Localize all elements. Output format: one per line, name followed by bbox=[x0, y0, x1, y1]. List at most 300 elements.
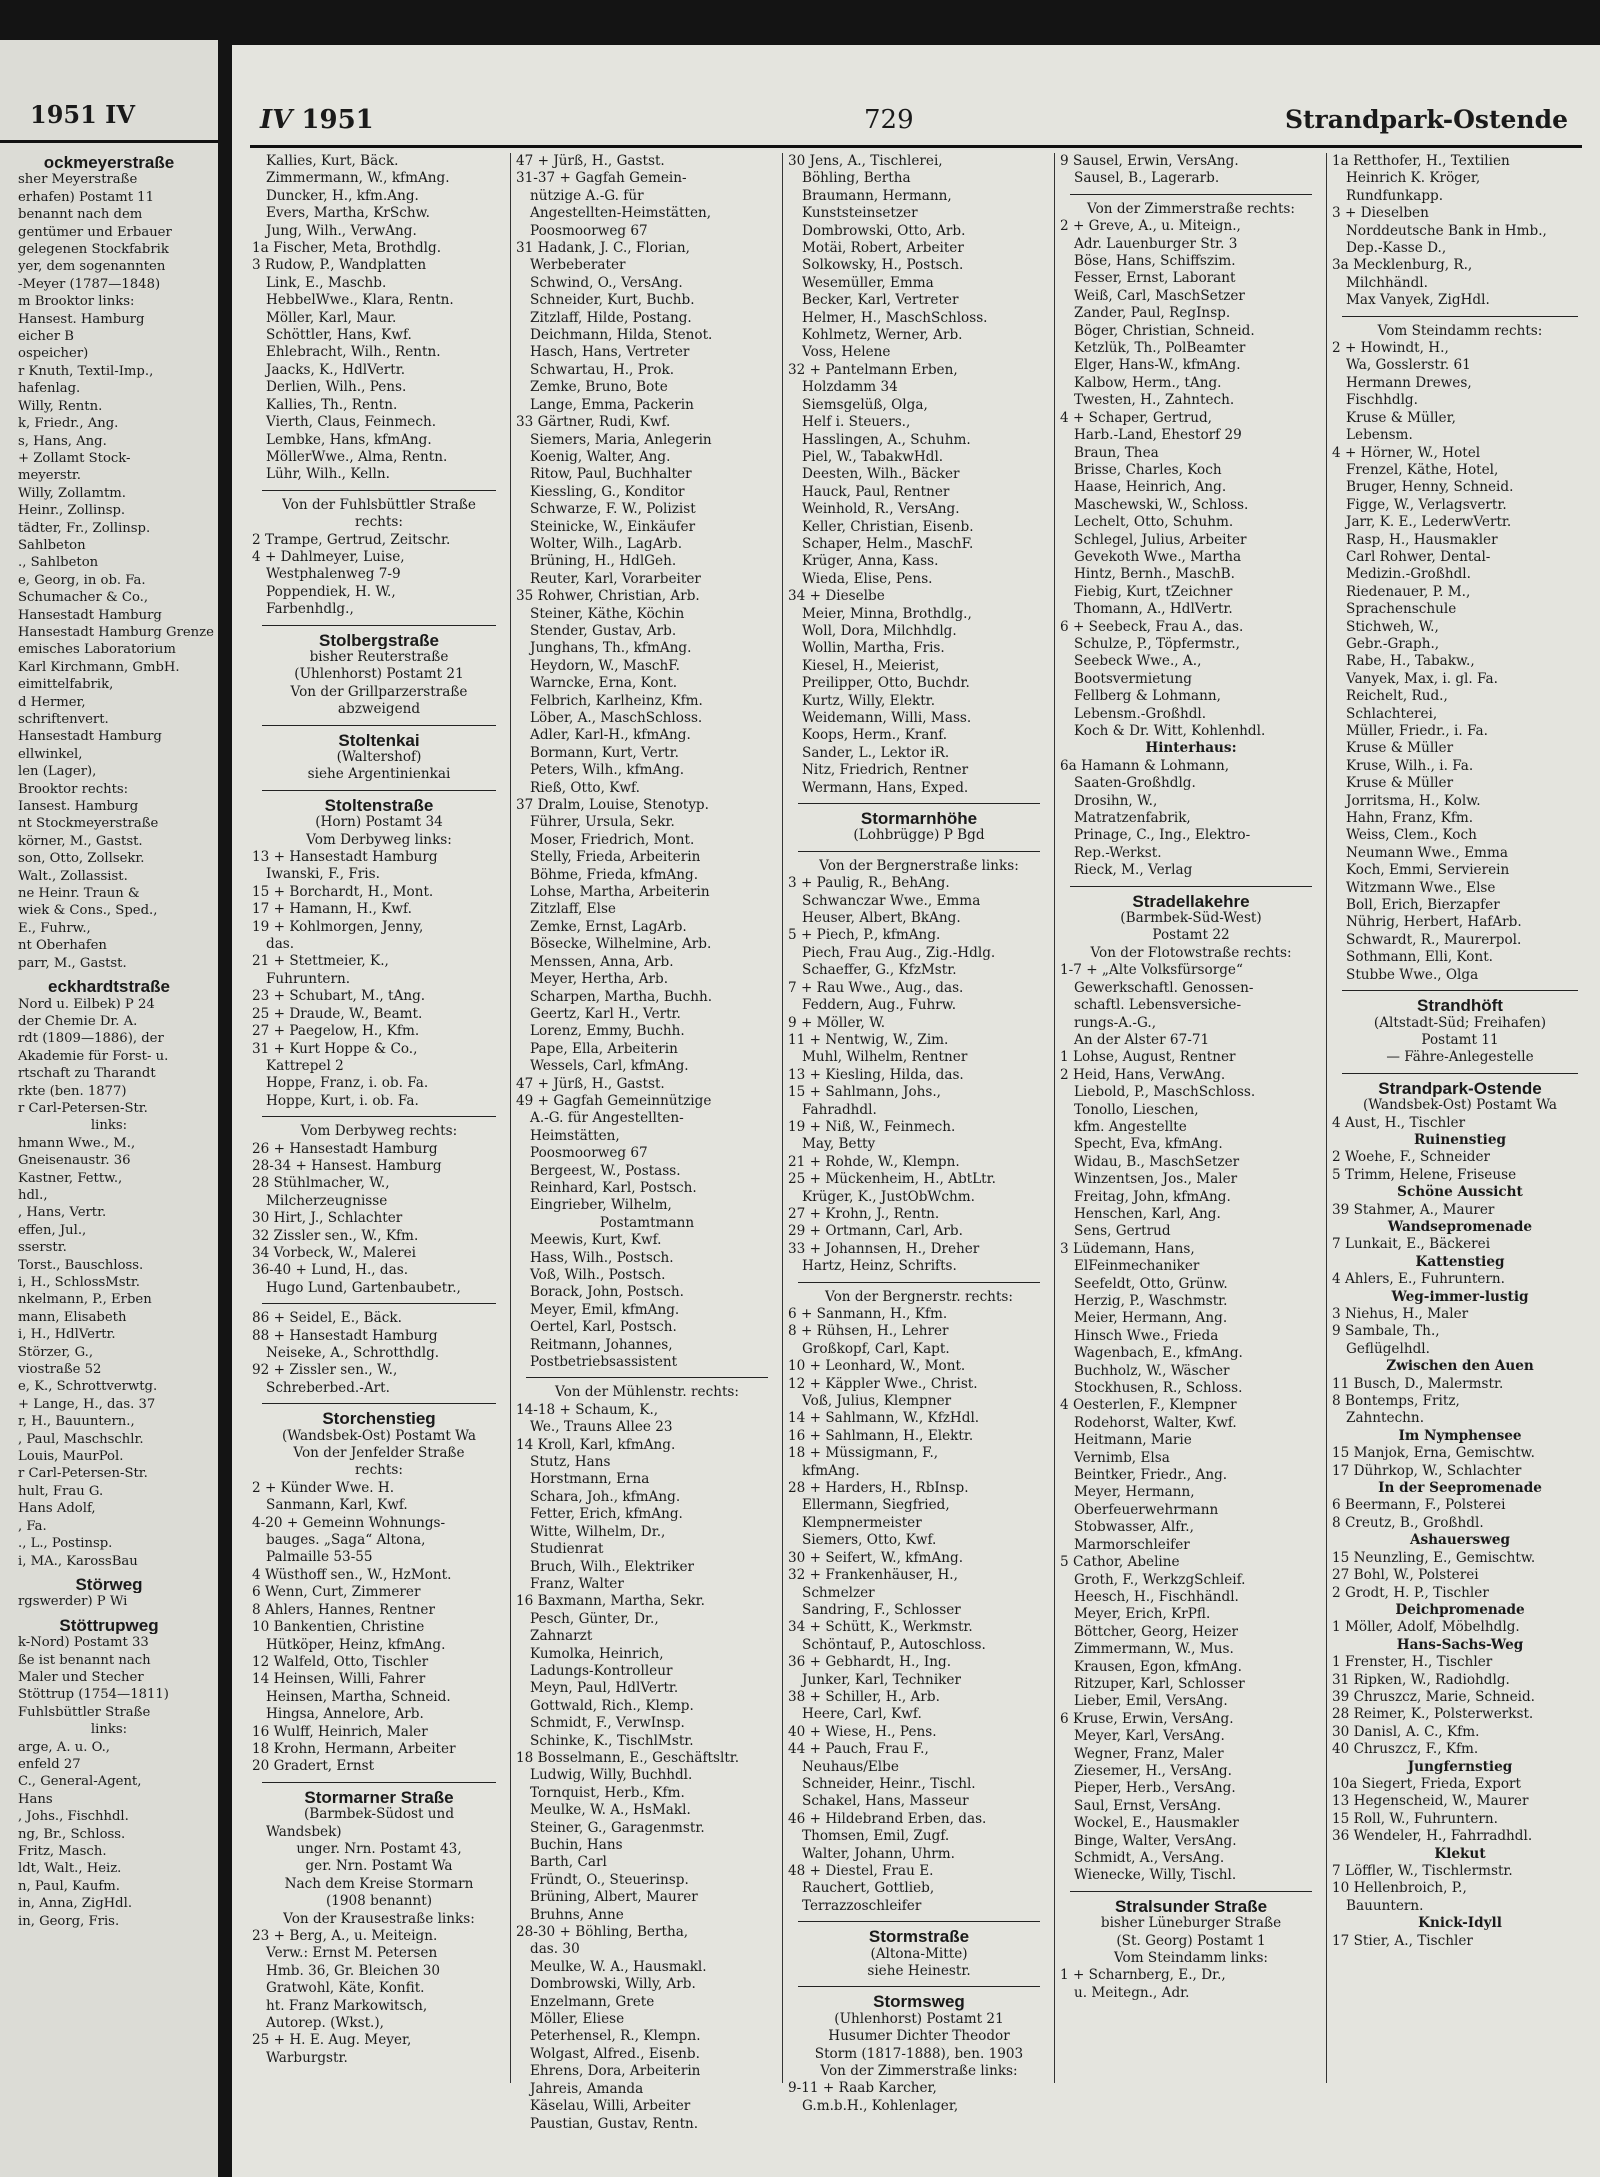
directory-entry: hult, Frau G. bbox=[18, 1483, 104, 1499]
directory-entry: Neuhaus/Elbe bbox=[802, 1758, 899, 1775]
directory-entry: 31 Ripken, W., Radiohdlg. bbox=[1332, 1671, 1510, 1688]
directory-entry: schriftenvert. bbox=[18, 712, 109, 727]
left-page-header: 1951 IV bbox=[30, 100, 135, 129]
directory-entry: 33 Gärtner, Rudi, Kwf. bbox=[516, 414, 671, 431]
directory-entry: Schreberbed.-Art. bbox=[266, 1379, 390, 1396]
directory-entry: 12 + Käppler Wwe., Christ. bbox=[788, 1375, 978, 1392]
directory-entry: 11 + Nentwig, W., Zim. bbox=[788, 1031, 949, 1048]
directory-entry: Preilipper, Otto, Buchdr. bbox=[802, 675, 970, 692]
directory-entry: Schmidt, A., VersAng. bbox=[1074, 1850, 1225, 1866]
directory-entry: 31 Hadank, J. C., Florian, bbox=[516, 240, 690, 257]
directory-entry: Schlegel, Julius, Arbeiter bbox=[1074, 531, 1247, 548]
directory-entry: Heesch, H., Fischhändl. bbox=[1074, 1588, 1239, 1605]
directory-entry: ., Sahlbeton bbox=[18, 555, 99, 571]
directory-entry: Jahreis, Amanda bbox=[530, 2080, 644, 2097]
street-info: Von der Bergnerstr. rechts: bbox=[825, 1288, 1013, 1305]
directory-entry: MöllerWwe., Alma, Rentn. bbox=[266, 448, 448, 465]
directory-entry: Gewerkschaftl. Genossen- bbox=[1074, 979, 1254, 996]
directory-entry: Borack, John, Postsch. bbox=[530, 1284, 684, 1301]
separator bbox=[1070, 886, 1312, 887]
directory-entry: Brooktor rechts: bbox=[18, 781, 129, 797]
street-info: links: bbox=[90, 1722, 128, 1738]
directory-entry: , Johs., Fischhdl. bbox=[18, 1809, 129, 1825]
directory-entry: ., L., Postinsp. bbox=[18, 1536, 113, 1552]
street-info: (Uhlenhorst) Postamt 21 bbox=[294, 666, 464, 683]
directory-entry: i, H., HdlVertr. bbox=[18, 1327, 116, 1343]
street-info: Nach dem Kreise Stormarn bbox=[284, 1875, 474, 1892]
directory-entry: Brisse, Charles, Koch bbox=[1074, 461, 1222, 478]
directory-entry: Matratzenfabrik, bbox=[1074, 810, 1191, 827]
directory-entry: Fahradhdl. bbox=[802, 1101, 877, 1118]
directory-entry: 35 Rohwer, Christian, Arb. bbox=[516, 588, 700, 605]
directory-entry: Schneider, Heinr., Tischl. bbox=[802, 1775, 976, 1792]
directory-entry: Farbenhdlg., bbox=[266, 601, 354, 618]
directory-entry: Lieber, Emil, VersAng. bbox=[1074, 1693, 1228, 1710]
street-info: bisher Reuterstraße bbox=[309, 648, 449, 665]
directory-entry: Zimmermann, W., Mus. bbox=[1074, 1641, 1234, 1658]
directory-entry: kfmAng. bbox=[802, 1462, 860, 1479]
directory-entry: 14 + Sahlmann, W., KfzHdl. bbox=[788, 1410, 980, 1427]
street-info: (Waltershof) bbox=[336, 749, 422, 765]
directory-entry: 17 + Hamann, H., Kwf. bbox=[252, 901, 412, 918]
directory-entry: Stöttrup (1754—1811) bbox=[18, 1687, 169, 1703]
directory-entry: Hasslingen, A., Schuhm. bbox=[802, 431, 971, 448]
street-heading: ockmeyerstraße bbox=[43, 154, 175, 172]
directory-entry: 28-30 + Böhling, Bertha, bbox=[516, 1924, 689, 1941]
directory-entry: Zitzlaff, Else bbox=[530, 901, 616, 918]
directory-entry: 5 Cathor, Abeline bbox=[1060, 1554, 1180, 1571]
directory-entry: 2 Trampe, Gertrud, Zeitschr. bbox=[252, 531, 451, 548]
directory-entry: 5 Trimm, Helene, Friseuse bbox=[1332, 1166, 1517, 1183]
directory-entry: 25 + H. E. Aug. Meyer, bbox=[252, 2032, 412, 2049]
column-3 bbox=[788, 153, 1050, 2115]
directory-entry: Holzdamm 34 bbox=[802, 379, 898, 396]
directory-entry: 5 + Piech, P., kfmAng. bbox=[788, 927, 941, 944]
directory-entry: Paustian, Gustav, Rentn. bbox=[530, 2115, 699, 2132]
directory-entry: Hinsch Wwe., Frieda bbox=[1074, 1327, 1219, 1344]
column-5 bbox=[1332, 153, 1588, 1950]
directory-entry: Kumolka, Heinrich, bbox=[530, 1645, 664, 1662]
directory-entry: Saaten-Großhdlg. bbox=[1074, 775, 1196, 792]
directory-entry: n, Paul, Kaufm. bbox=[18, 1878, 120, 1894]
street-info: (Altona-Mitte) bbox=[870, 1945, 968, 1962]
directory-entry: 14-18 + Schaum, K., bbox=[516, 1401, 659, 1418]
separator bbox=[262, 790, 496, 791]
directory-entry: Hintz, Bernh., MaschB. bbox=[1074, 566, 1235, 583]
street-info: Vom Derbyweg links: bbox=[306, 831, 452, 848]
directory-entry: Bormann, Kurt, Vertr. bbox=[530, 744, 679, 761]
directory-entry: Fellberg & Lohmann, bbox=[1074, 688, 1221, 705]
directory-entry: 19 + Kohlmorgen, Jenny, bbox=[252, 918, 424, 935]
directory-entry: Meyer, Emil, kfmAng. bbox=[530, 1301, 680, 1318]
directory-entry: das. 30 bbox=[530, 1941, 580, 1958]
directory-entry: 2 Grodt, H. P., Tischler bbox=[1332, 1584, 1489, 1601]
street-info: Von der Bergnerstraße links: bbox=[819, 857, 1019, 874]
street-info: (Lohbrügge) P Bgd bbox=[853, 827, 985, 844]
directory-entry: Nord u. Eilbek) P 24 bbox=[18, 996, 155, 1012]
directory-entry: 4 Oesterlen, F., Klempner bbox=[1060, 1397, 1237, 1414]
directory-entry: Seefeldt, Otto, Grünw. bbox=[1074, 1275, 1228, 1292]
directory-entry: Rodehorst, Walter, Kwf. bbox=[1074, 1414, 1237, 1431]
directory-entry: Bauuntern. bbox=[1346, 1897, 1424, 1914]
directory-entry: Specht, Eva, kfmAng. bbox=[1074, 1136, 1223, 1153]
directory-entry: Steiner, Käthe, Köchin bbox=[530, 605, 685, 622]
directory-entry: , Fa. bbox=[18, 1518, 47, 1534]
directory-entry: Möller, Eliese bbox=[530, 2011, 625, 2028]
sub-street-heading: Ruinenstieg bbox=[1413, 1131, 1506, 1148]
directory-entry: 2 + Greve, A., u. Miteign., bbox=[1060, 218, 1241, 235]
directory-entry: Harb.-Land, Ehestorf 29 bbox=[1074, 427, 1242, 444]
separator bbox=[262, 625, 496, 626]
directory-entry: Heuser, Albert, BkAng. bbox=[802, 910, 961, 927]
directory-entry: m Brooktor links: bbox=[18, 294, 135, 310]
directory-entry: ElFeinmechaniker bbox=[1074, 1258, 1200, 1275]
directory-entry: May, Betty bbox=[802, 1136, 876, 1153]
directory-entry: 2 Heid, Hans, VerwAng. bbox=[1060, 1066, 1226, 1083]
directory-entry: Feddern, Aug., Fuhrw. bbox=[802, 997, 957, 1014]
directory-entry: 36-40 + Lund, H., das. bbox=[252, 1262, 409, 1279]
directory-entry: 86 + Seidel, E., Bäck. bbox=[252, 1310, 402, 1327]
directory-entry: benannt nach dem bbox=[18, 207, 143, 223]
directory-entry: Groth, F., WerkzgSchleif. bbox=[1074, 1571, 1246, 1588]
directory-entry: Heere, Carl, Kwf. bbox=[802, 1706, 922, 1723]
directory-entry: Autorep. (Wkst.), bbox=[266, 2015, 385, 2032]
directory-entry: 46 + Hildebrand Erben, das. bbox=[788, 1810, 987, 1827]
directory-entry: Nührig, Herbert, HafArb. bbox=[1346, 914, 1522, 931]
directory-entry: schaftl. Lebensversiche- bbox=[1074, 997, 1242, 1014]
directory-entry: Fründt, O., Steuerinsp. bbox=[530, 1871, 689, 1888]
directory-entry: Oberfeuerwehrmann bbox=[1074, 1501, 1219, 1518]
street-info: (Uhlenhorst) Postamt 21 bbox=[834, 2010, 1004, 2027]
left-page-fragment bbox=[0, 40, 218, 2177]
directory-entry: Dombrowski, Willy, Arb. bbox=[530, 1976, 696, 1993]
issue-number: IV bbox=[260, 105, 293, 135]
directory-entry: ospeicher) bbox=[18, 346, 89, 362]
directory-entry: 1 + Scharnberg, E., Dr., bbox=[1060, 1967, 1226, 1984]
directory-entry: Boll, Erich, Bierzapfer bbox=[1346, 897, 1500, 914]
directory-entry: Zitzlaff, Hilde, Postang. bbox=[530, 309, 692, 326]
directory-entry: Meyer, Erich, KrPfl. bbox=[1074, 1606, 1211, 1623]
street-heading: eckhardtstraße bbox=[48, 978, 170, 996]
directory-entry: Duncker, H., kfm.Ang. bbox=[266, 187, 419, 204]
directory-entry: Iwanski, F., Fris. bbox=[266, 866, 380, 883]
directory-entry: Hansestadt Hamburg Grenze bbox=[18, 624, 214, 640]
directory-entry: Binge, Walter, VersAng. bbox=[1074, 1832, 1237, 1849]
directory-entry: 1-7 + „Alte Volksfürsorge“ bbox=[1060, 962, 1243, 979]
street-info: Von der Fuhlsbüttler Straße bbox=[282, 496, 476, 513]
directory-entry: Kohlmetz, Werner, Arb. bbox=[802, 327, 963, 344]
directory-entry: 27 + Paegelow, H., Kfm. bbox=[252, 1023, 420, 1040]
sub-street-heading: Hinterhaus: bbox=[1145, 740, 1237, 757]
directory-entry: Wa, Gosslerstr. 61 bbox=[1346, 357, 1471, 374]
directory-entry: 1 Lohse, August, Rentner bbox=[1060, 1049, 1236, 1066]
directory-entry: Fuhlsbüttler Straße bbox=[18, 1704, 151, 1720]
running-head: Strandpark-Ostende bbox=[1284, 105, 1568, 134]
directory-entry: 3 Lüdemann, Hans, bbox=[1060, 1240, 1195, 1257]
directory-entry: 34 + Schütt, K., Werkmstr. bbox=[788, 1619, 973, 1636]
directory-entry: Geertz, Karl H., Vertr. bbox=[530, 1005, 681, 1022]
directory-entry: Willy, Zollamtm. bbox=[18, 485, 126, 501]
directory-entry: Akademie für Forst- u. bbox=[18, 1048, 169, 1064]
directory-entry: Postbetriebsassistent bbox=[530, 1354, 678, 1371]
directory-entry: in, Georg, Fris. bbox=[18, 1913, 120, 1929]
street-info: Husumer Dichter Theodor bbox=[828, 2028, 1010, 2045]
directory-entry: Buchholz, W., Wäscher bbox=[1074, 1362, 1230, 1379]
directory-entry: Norddeutsche Bank in Hmb., bbox=[1346, 222, 1547, 239]
directory-entry: Ketzlük, Th., PolBeamter bbox=[1074, 340, 1246, 357]
directory-entry: Schwardt, R., Maurerpol. bbox=[1346, 931, 1522, 948]
year: 1951 bbox=[301, 105, 374, 135]
directory-entry: Wieda, Elise, Pens. bbox=[802, 570, 933, 587]
directory-entry: Sothmann, Elli, Kont. bbox=[1346, 949, 1493, 966]
directory-entry: 7 Lunkait, E., Bäckerei bbox=[1332, 1236, 1491, 1253]
street-info: (Altstadt-Süd; Freihafen) bbox=[1373, 1014, 1547, 1031]
directory-entry: Krausen, Egon, kfmAng. bbox=[1074, 1658, 1242, 1675]
directory-entry: 30 Hirt, J., Schlachter bbox=[252, 1210, 403, 1227]
directory-entry: Koch & Dr. Witt, Kohlenhdl. bbox=[1074, 723, 1266, 739]
directory-entry: Freitag, John, kfmAng. bbox=[1074, 1188, 1231, 1205]
separator bbox=[798, 851, 1040, 852]
directory-entry: e, K., Schrottverwtg. bbox=[18, 1379, 158, 1395]
directory-entry: Weidemann, Willi, Mass. bbox=[802, 710, 972, 726]
directory-entry: 39 Chruszcz, Marie, Schneid. bbox=[1332, 1688, 1535, 1705]
directory-entry: , Paul, Maschschlr. bbox=[18, 1431, 144, 1447]
directory-entry: 15 + Sahlmann, Johs., bbox=[788, 1084, 942, 1101]
directory-entry: Käselau, Willi, Arbeiter bbox=[530, 2098, 691, 2115]
directory-entry: 39 Stahmer, A., Maurer bbox=[1332, 1201, 1495, 1218]
directory-entry: in, Anna, ZigHdl. bbox=[18, 1896, 133, 1912]
directory-entry: Müller, Friedr., i. Fa. bbox=[1346, 723, 1488, 739]
directory-entry: Rauchert, Gottlieb, bbox=[802, 1880, 935, 1897]
directory-entry: 4 Ahlers, E., Fuhruntern. bbox=[1332, 1271, 1505, 1288]
directory-entry: körner, M., Gastst. bbox=[18, 833, 143, 849]
street-heading: Stormsweg bbox=[873, 1993, 965, 2011]
directory-entry: 6 Wenn, Curt, Zimmerer bbox=[252, 1584, 421, 1601]
street-info: (Horn) Postamt 34 bbox=[315, 814, 443, 831]
street-info: Storm (1817-1888), ben. 1903 bbox=[814, 2045, 1024, 2062]
directory-entry: G.m.b.H., Kohlenlager, bbox=[802, 2097, 959, 2114]
directory-entry: Link, E., Maschb. bbox=[266, 274, 387, 291]
directory-entry: 15 Manjok, Erna, Gemischtw. bbox=[1332, 1445, 1535, 1462]
directory-entry: Böse, Hans, Schiffszim. bbox=[1074, 253, 1236, 270]
sub-street-heading: Hans-Sachs-Weg bbox=[1396, 1636, 1524, 1653]
directory-entry: ng, Br., Schloss. bbox=[18, 1826, 126, 1842]
directory-entry: Hahn, Franz, Kfm. bbox=[1346, 810, 1474, 827]
directory-entry: Pesch, Günter, Dr., bbox=[530, 1610, 659, 1627]
directory-entry: Stutz, Hans bbox=[530, 1454, 611, 1471]
directory-entry: 36 Wendeler, H., Fahrradhdl. bbox=[1332, 1828, 1533, 1845]
directory-entry: 1 Möller, Adolf, Möbelhdlg. bbox=[1332, 1619, 1520, 1636]
directory-entry: r Carl-Petersen-Str. bbox=[18, 1466, 148, 1482]
directory-entry: 92 + Zissler sen., W., bbox=[252, 1362, 398, 1379]
directory-entry: Hans bbox=[18, 1791, 53, 1807]
separator bbox=[1342, 1073, 1578, 1074]
directory-entry: 33 + Johannsen, H., Dreher bbox=[788, 1240, 980, 1257]
directory-entry: Schulze, P., Töpfermstr., bbox=[1074, 635, 1240, 652]
directory-entry: Sens, Gertrud bbox=[1074, 1223, 1171, 1240]
separator bbox=[1342, 316, 1578, 317]
directory-entry: Hoppe, Kurt, i. ob. Fa. bbox=[266, 1092, 419, 1109]
directory-entry: Moser, Friedrich, Mont. bbox=[530, 831, 695, 848]
directory-entry: Hoppe, Franz, i. ob. Fa. bbox=[266, 1075, 429, 1092]
directory-entry: Reinhard, Karl, Postsch. bbox=[530, 1179, 697, 1196]
directory-entry: Heydorn, W., MaschF. bbox=[530, 657, 680, 674]
directory-entry: Sandring, F., Schlosser bbox=[802, 1601, 961, 1618]
directory-entry: Jorritsma, H., Kolw. bbox=[1346, 792, 1481, 809]
directory-entry: Steiner, G., Garagenmstr. bbox=[530, 1819, 705, 1836]
directory-entry: Fritz, Masch. bbox=[18, 1844, 107, 1859]
street-heading: Stoltenkai bbox=[338, 731, 420, 749]
directory-entry: Vierth, Claus, Feinmech. bbox=[266, 414, 437, 431]
directory-entry: Bruch, Wilh., Elektriker bbox=[530, 1558, 695, 1575]
directory-entry: Krüger, Anna, Kass. bbox=[802, 553, 939, 570]
directory-entry: 7 Löffler, W., Tischlermstr. bbox=[1332, 1863, 1513, 1879]
directory-entry: bauges. „Saga“ Altona, bbox=[266, 1532, 426, 1549]
directory-entry: Piel, W., TabakwHdl. bbox=[802, 448, 944, 465]
directory-entry: 9-11 + Raab Karcher, bbox=[788, 2080, 937, 2097]
directory-entry: 36 + Gebhardt, H., Ing. bbox=[788, 1654, 952, 1671]
directory-entry: Gneisenaustr. 36 bbox=[18, 1153, 131, 1169]
directory-entry: We., Trauns Allee 23 bbox=[530, 1419, 673, 1436]
directory-entry: HebbelWwe., Klara, Rentn. bbox=[266, 292, 454, 309]
directory-entry: Bruhns, Anne bbox=[530, 1906, 624, 1923]
directory-entry: Motäi, Robert, Arbeiter bbox=[802, 240, 964, 257]
directory-entry: 6 + Sanmann, H., Kfm. bbox=[788, 1306, 948, 1322]
column-1 bbox=[252, 153, 506, 2067]
sub-street-heading: Kattenstieg bbox=[1415, 1253, 1505, 1270]
directory-entry: 3 + Paulig, R., BehAng. bbox=[788, 875, 950, 892]
directory-entry: 17 Dührkop, W., Schlachter bbox=[1332, 1462, 1522, 1479]
directory-entry: nt Stockmeyerstraße bbox=[18, 816, 159, 832]
directory-entry: 18 Bosselmann, E., Geschäftsltr. bbox=[516, 1749, 740, 1766]
separator bbox=[262, 1782, 496, 1783]
directory-entry: i, H., SchlossMstr. bbox=[18, 1275, 140, 1290]
directory-entry: Möller, Karl, Maur. bbox=[266, 309, 397, 326]
directory-entry: 17 Stier, A., Tischler bbox=[1332, 1932, 1473, 1949]
directory-entry: Franz, Walter bbox=[530, 1575, 624, 1592]
directory-entry: 30 Danisl, A. C., Kfm. bbox=[1332, 1723, 1480, 1740]
directory-entry: Gebr.-Graph., bbox=[1346, 635, 1440, 652]
directory-entry: Reuter, Karl, Vorarbeiter bbox=[530, 570, 701, 587]
directory-entry: Prinage, C., Ing., Elektro- bbox=[1074, 827, 1251, 844]
directory-entry: Poosmoorweg 67 bbox=[530, 222, 648, 239]
directory-entry: Voß, Wilh., Postsch. bbox=[530, 1267, 666, 1283]
directory-entry: 32 Zissler sen., W., Kfm. bbox=[252, 1227, 419, 1244]
directory-entry: gentümer und Erbauer bbox=[18, 224, 172, 240]
separator bbox=[262, 1403, 496, 1404]
street-heading: Stormarner Straße bbox=[304, 1788, 454, 1807]
directory-entry: Hauck, Paul, Rentner bbox=[802, 483, 950, 500]
directory-entry: 4 Wüsthoff sen., W., HzMont. bbox=[252, 1566, 452, 1583]
street-info: unger. Nrn. Postamt 43, bbox=[296, 1840, 462, 1857]
directory-entry: 4 + Dahlmeyer, Luise, bbox=[252, 548, 405, 565]
directory-entry: Ludwig, Willy, Buchhdl. bbox=[530, 1767, 693, 1784]
street-info: Von der Krausestraße links: bbox=[283, 1910, 475, 1927]
directory-entry: Schaper, Helm., MaschF. bbox=[802, 535, 974, 552]
directory-entry: k-Nord) Postamt 33 bbox=[18, 1635, 149, 1651]
directory-entry: 1a Fischer, Meta, Brothdlg. bbox=[252, 240, 442, 257]
directory-entry: Thomsen, Emil, Zugf. bbox=[802, 1828, 950, 1845]
directory-entry: Schöntauf, P., Autoschloss. bbox=[802, 1636, 986, 1653]
directory-entry: Schneider, Kurt, Buchb. bbox=[530, 292, 695, 309]
directory-entry: 6a Hamann & Lohmann, bbox=[1060, 757, 1230, 774]
directory-entry: 28 Stühlmacher, W., bbox=[252, 1175, 390, 1192]
directory-entry: Warburgstr. bbox=[266, 2049, 348, 2066]
directory-entry: Junghans, Th., kfmAng. bbox=[530, 640, 692, 657]
directory-entry: Braumann, Hermann, bbox=[802, 187, 952, 204]
directory-entry: Pape, Ella, Arbeiterin bbox=[530, 1040, 678, 1057]
directory-entry: 27 Bohl, W., Polsterei bbox=[1332, 1567, 1479, 1584]
directory-entry: 10a Siegert, Frieda, Export bbox=[1332, 1775, 1521, 1792]
directory-entry: Frenzel, Käthe, Hotel, bbox=[1346, 461, 1499, 478]
directory-entry: 13 + Kiesling, Hilda, das. bbox=[788, 1066, 964, 1083]
directory-entry: Felbrich, Karlheinz, Kfm. bbox=[530, 692, 703, 709]
directory-entry: Wegner, Franz, Maler bbox=[1074, 1745, 1224, 1762]
directory-entry: Henschen, Karl, Ang. bbox=[1074, 1205, 1221, 1222]
directory-entry: Hermann Drewes, bbox=[1346, 374, 1472, 391]
sub-street-heading: Deichpromenade bbox=[1395, 1601, 1525, 1618]
directory-entry: Gratwohl, Käte, Konfit. bbox=[266, 1980, 425, 1997]
directory-entry: 14 Kroll, Karl, kfmAng. bbox=[516, 1436, 676, 1453]
directory-entry: wiek & Cons., Sped., bbox=[18, 903, 158, 919]
directory-entry: 30 + Seifert, W., kfmAng. bbox=[788, 1549, 964, 1566]
separator bbox=[1070, 1891, 1312, 1892]
directory-entry: Bruger, Henny, Schneid. bbox=[1346, 479, 1514, 496]
directory-entry: Schumacher & Co., bbox=[18, 590, 149, 606]
directory-entry: Lohse, Martha, Arbeiterin bbox=[530, 884, 710, 901]
directory-entry: Wagenbach, E., kfmAng. bbox=[1074, 1345, 1243, 1362]
directory-entry: Ehrens, Dora, Arbeiterin bbox=[530, 2063, 701, 2080]
directory-entry: Kallies, Kurt, Bäck. bbox=[266, 153, 399, 169]
street-info: bisher Lüneburger Straße bbox=[1100, 1915, 1282, 1932]
directory-entry: Fiebig, Kurt, tZeichner bbox=[1074, 583, 1233, 600]
directory-entry: 19 + Niß, W., Feinmech. bbox=[788, 1118, 956, 1135]
directory-entry: 40 + Wiese, H., Pens. bbox=[788, 1723, 937, 1740]
street-info: siehe Heinestr. bbox=[867, 1963, 971, 1980]
sub-street-heading: Wandsepromenade bbox=[1387, 1218, 1533, 1235]
column-4 bbox=[1060, 153, 1322, 2002]
sub-street-heading: Klekut bbox=[1434, 1845, 1486, 1862]
directory-entry: -Meyer (1787—1848) bbox=[18, 276, 161, 292]
directory-entry: Stichweh, W., bbox=[1346, 618, 1439, 635]
street-info: (Wandsbek-Ost) Postamt Wa bbox=[1362, 1097, 1558, 1114]
column-2 bbox=[516, 153, 778, 2133]
directory-entry: Kiesel, H., Meierist, bbox=[802, 657, 940, 674]
directory-entry: Milchhändl. bbox=[1346, 274, 1428, 291]
directory-entry: Stelly, Frieda, Arbeiterin bbox=[530, 849, 701, 866]
directory-entry: Wollin, Martha, Fris. bbox=[802, 640, 945, 657]
directory-entry: Menssen, Anna, Arb. bbox=[530, 953, 674, 970]
directory-entry: Siemers, Otto, Kwf. bbox=[802, 1532, 937, 1549]
directory-entry: 15 + Borchardt, H., Mont. bbox=[252, 883, 434, 900]
street-info: Von der Jenfelder Straße bbox=[293, 1445, 465, 1462]
directory-entry: Schlachterei, bbox=[1346, 705, 1438, 722]
street-info: (Wandsbek-Ost) Postamt Wa bbox=[281, 1427, 477, 1444]
directory-entry: Zahntechn. bbox=[1346, 1410, 1425, 1427]
directory-entry: d Hermer, bbox=[18, 694, 86, 710]
directory-entry: Seebeck Wwe., A., bbox=[1074, 653, 1202, 670]
directory-entry: 8 Creutz, B., Großhdl. bbox=[1332, 1514, 1484, 1531]
directory-entry: Schmidt, F., VerwInsp. bbox=[530, 1715, 685, 1732]
street-heading: Stormstraße bbox=[868, 1928, 970, 1946]
sub-street-heading: Ashauersweg bbox=[1409, 1532, 1511, 1549]
directory-entry: Witzmann Wwe., Else bbox=[1346, 879, 1496, 896]
sub-street-heading: Zwischen den Auen bbox=[1386, 1358, 1534, 1375]
sub-street-heading: Im Nymphensee bbox=[1398, 1427, 1522, 1444]
directory-entry: 31-37 + Gagfah Gemein- bbox=[516, 170, 687, 187]
directory-entry: Evers, Martha, KrSchw. bbox=[266, 205, 430, 222]
directory-entry: Jaacks, K., HdlVertr. bbox=[266, 361, 406, 378]
